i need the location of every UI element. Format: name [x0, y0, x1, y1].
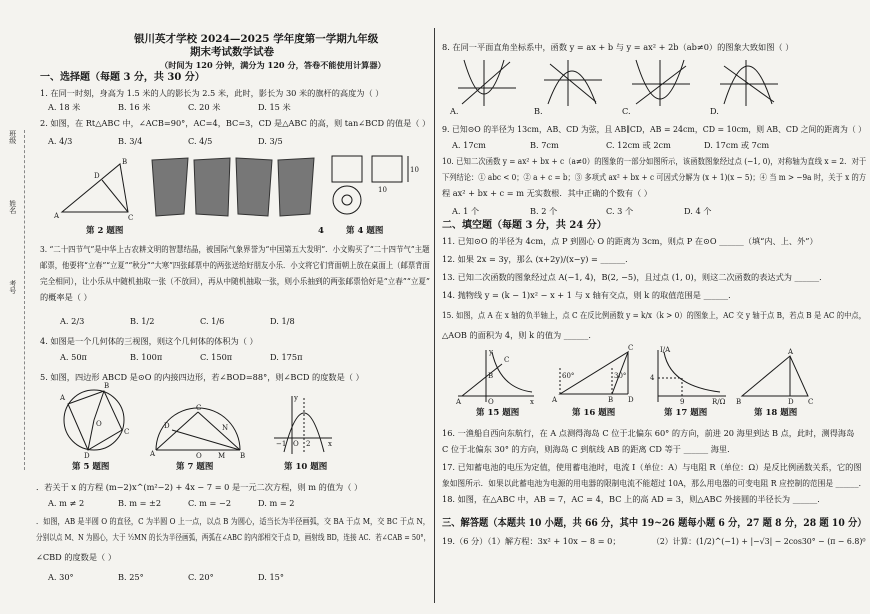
fig5-label-d: D — [84, 452, 90, 460]
q3-line-4: 的概率是（ ） — [40, 292, 92, 302]
section-three-heading: 三、解答题（本题共 10 小题，共 66 分，其中 19~26 题每小题 6 分，27 题 8 分，28 题 10 分） — [442, 518, 867, 529]
q12-stem: 12. 如果 2x = 3y，那么 (x+2y)/(x−y) = ______． — [442, 254, 634, 264]
q16-line-2: C 位于北偏东 30° 的方向，则海岛 C 到航线 AB 的距离 CD 等于 ______ 海里． — [442, 444, 736, 454]
q7-line-3: ∠CBD 的度数是（ ） — [36, 552, 117, 562]
section-two-heading: 二、填空题（每题 3 分，共 24 分） — [442, 220, 607, 231]
fig15-label-x: x — [530, 398, 534, 406]
q8-graph-b — [544, 60, 602, 106]
q8-graph-a — [458, 60, 516, 106]
figure-4-number: 4 — [318, 226, 324, 236]
fig2-label-c: C — [128, 214, 134, 222]
fig15-label-y: y — [489, 348, 493, 356]
q10-line-2: 下列结论：① abc < 0；② a + c = b；③ 多项式 ax² + bx + c 可因式分解为 (x + 1)(x − 5)；④ 当 m > −9a 时，关于 x 的方 — [442, 172, 866, 182]
figure-18-caption: 第 18 题图 — [754, 408, 798, 418]
q9-option-d: D. 17cm 或 7cm — [704, 140, 770, 150]
fig18-label-c: C — [808, 398, 814, 406]
figure-15-hyperbola — [456, 348, 536, 404]
fig16-label-d: D — [628, 396, 634, 404]
fig7-label-a: A — [150, 450, 156, 458]
q9-stem: 9. 已知⊙O 的半径为 13cm，AB、CD 为弦，且 AB∥CD，AB = 24cm，CD = 10cm，则 AB、CD 之间的距离为（ ） — [442, 124, 867, 134]
fig15-label-o: O — [488, 398, 494, 406]
q6-stem: ．若关于 x 的方程 (m−2)x^(m²−2) + 4x − 7 = 0 是一元二次方程，则 m 的值为（ ） — [36, 482, 363, 492]
fig10-label-2: 2 — [306, 440, 311, 448]
fig7-label-o: O — [196, 452, 202, 460]
side-number-label: 考号 — [8, 280, 17, 294]
figure-10-parabola — [272, 394, 334, 456]
side-name-label: 姓名 — [8, 200, 17, 214]
exam-title: 银川英才学校 2024—2025 学年度第一学期九年级 — [134, 33, 379, 45]
figure-4-three-views — [330, 154, 430, 224]
q8-graph-c — [632, 60, 690, 106]
q15-line-1: 15. 如图，点 A 在 x 轴的负半轴上，点 C 在反比例函数 y = k/x（k > 0）的图象上，AC 交 y 轴于点 B，若点 B 是 AC 的中点， — [442, 310, 867, 320]
fig2-label-b: B — [122, 158, 128, 166]
q4-option-c: C. 150π — [200, 352, 233, 362]
q4-option-b: B. 100π — [130, 352, 163, 362]
fig10-label-neg1: −1 — [276, 440, 287, 448]
figure-2-right-triangle — [52, 158, 142, 220]
q4-stem: 4. 如图是一个几何体的三视图，则这个几何体的体积为（ ） — [40, 336, 258, 346]
q6-option-b: B. m = ±2 — [118, 498, 162, 508]
q8-label-b: B. — [534, 106, 543, 116]
q2-option-d: D. 3/5 — [258, 136, 283, 146]
q10-option-c: C. 3 个 — [606, 206, 634, 216]
fig7-label-b: B — [240, 452, 246, 460]
q19-part-1: 19.（6 分）（1）解方程：3x² + 10x − 8 = 0； — [442, 536, 621, 546]
figure-16-caption: 第 16 题图 — [572, 408, 616, 418]
q8-label-d: D. — [710, 106, 719, 116]
figure-4-caption: 第 4 题图 — [346, 226, 384, 236]
fig16-angle-60: 60° — [562, 372, 575, 380]
figure-17-caption: 第 17 题图 — [664, 408, 708, 418]
q18-stem: 18. 如图，在△ABC 中，AB = 7，AC = 4，BC 上的高 AD = 3，则△ABC 外接圆的半径长为 ______． — [442, 494, 826, 504]
figure-18-triangle — [736, 350, 816, 404]
fig17-axis-r: R/Ω — [712, 398, 726, 406]
q4-option-a: A. 50π — [60, 352, 87, 362]
q7-option-c: C. 20° — [188, 572, 214, 582]
q19-part-2: （2）计算：(1/2)^(−1) + |−√3| − 2cos30° − (π − 6.8)⁰ — [652, 536, 866, 546]
fig5-label-a: A — [60, 394, 66, 402]
exam-subtitle: 期末考试数学试卷 — [190, 46, 274, 58]
q8-stem: 8. 在同一平面直角坐标系中，函数 y = ax + b 与 y = ax² + 2b（ab≠0）的图象大致如图（ ） — [442, 42, 794, 52]
q9-option-a: A. 17cm — [452, 140, 486, 150]
fig5-label-c: C — [124, 428, 130, 436]
figure-17-current-resistance — [648, 346, 728, 404]
figure-10-caption: 第 10 题图 — [284, 462, 328, 472]
q10-option-a: A. 1 个 — [452, 206, 480, 216]
exam-note: （时间为 120 分钟，满分为 120 分，答卷不能使用计算器） — [160, 60, 386, 70]
q2-stem: 2. 如图，在 Rt△ABC 中，∠ACB=90°，AC=4，BC=3，CD 是△ABC 的高，则 tan∠BCD 的值是（ ） — [40, 118, 431, 128]
q4-option-d: D. 175π — [270, 352, 303, 362]
fig2-label-a: A — [54, 212, 60, 220]
fig7-label-d: D — [164, 422, 170, 430]
q8-label-c: C. — [622, 106, 631, 116]
stamp-lichun — [152, 158, 188, 216]
q9-option-b: B. 7cm — [530, 140, 559, 150]
fig15-label-b: B — [488, 372, 494, 380]
q3-line-1: 3. “二十四节气”是中华上古农耕文明的智慧结晶，被国际气象界誉为“中国第五大发明”．小文购买了“二十四节气”主题 — [40, 244, 430, 254]
figure-16-ship-bearing — [552, 346, 638, 404]
fig18-label-a: A — [788, 348, 794, 356]
q1-option-d: D. 15 米 — [258, 102, 291, 112]
fig10-label-y: y — [294, 394, 298, 402]
center-fold-line — [434, 28, 435, 603]
fig7-label-m: M — [218, 452, 226, 460]
q6-option-c: C. m = −2 — [188, 498, 232, 508]
fig5-label-o: O — [96, 420, 102, 428]
fig2-label-d: D — [94, 172, 100, 180]
q1-option-c: C. 20 米 — [188, 102, 221, 112]
q3-option-d: D. 1/8 — [270, 316, 295, 326]
fig4-dim-width: 10 — [378, 186, 387, 194]
figure-5-caption: 第 5 题图 — [72, 462, 110, 472]
figure-7-semicircle — [150, 400, 246, 460]
q11-stem: 11. 已知⊙O 的半径为 4cm，点 P 到圆心 O 的距离为 3cm，则点 P 在⊙O ______（填“内、上、外”） — [442, 236, 818, 246]
q17-line-2: 象如图所示．如果以此蓄电池为电源的用电器的限制电流不能超过 10A，那么用电器的可变电阻 R 应控制的范围是 ______． — [442, 478, 867, 488]
stamp-pictures — [150, 158, 318, 220]
binding-strip — [6, 130, 25, 470]
q9-option-c: C. 12cm 或 2cm — [606, 140, 671, 150]
fig18-label-b: B — [736, 398, 742, 406]
figure-5-inscribed-quadrilateral — [60, 382, 130, 460]
q7-option-b: B. 25° — [118, 572, 144, 582]
q8-option-graphs — [456, 58, 786, 108]
stamp-lixia — [194, 158, 230, 216]
q7-option-d: D. 15° — [258, 572, 284, 582]
fig7-label-c: C — [196, 404, 202, 412]
fig5-label-b: B — [104, 382, 110, 390]
q10-line-1: 10. 已知二次函数 y = ax² + bx + c（a≠0）的图象的一部分如图所示，该函数图象经过点 (−1, 0)，对称轴为直线 x = 2．对于 — [442, 156, 867, 166]
figure-7-caption: 第 7 题图 — [176, 462, 214, 472]
fig17-tick-9: 9 — [680, 398, 685, 406]
q15-line-2: △AOB 的面积为 4，则 k 的值为 ______． — [442, 330, 597, 340]
q14-stem: 14. 抛物线 y = (k − 1)x² − x + 1 与 x 轴有交点，则 k 的取值范围是 ______． — [442, 290, 737, 300]
section-one-heading: 一、选择题（每题 3 分，共 30 分） — [40, 72, 205, 83]
fig16-label-c: C — [628, 344, 634, 352]
q1-stem: 1. 在同一时刻，身高为 1.5 米的人的影长为 2.5 米，此时，影长为 30 米的旗杆的高度为（ ） — [40, 88, 384, 98]
q3-option-a: A. 2/3 — [60, 316, 85, 326]
q10-line-3: 程 ax² + bx + c = m 无实数根．其中正确的个数有（ ） — [442, 188, 652, 198]
q7-line-2: 分别以点 M、N 为圆心，大于 ½MN 的长为半径画弧，两弧在∠ABC 的内部相交于点 D，画射线 BD，连接 AC．若∠CAB = 50°， — [36, 532, 431, 542]
fig16-label-b: B — [608, 396, 614, 404]
fig10-label-o: O — [293, 440, 299, 448]
q3-option-c: C. 1/6 — [200, 316, 225, 326]
fig17-axis-i: I/A — [660, 346, 671, 354]
fig18-label-d: D — [788, 398, 794, 406]
fig17-tick-4: 4 — [650, 374, 655, 382]
q1-option-b: B. 16 米 — [118, 102, 151, 112]
figure-15-caption: 第 15 题图 — [476, 408, 520, 418]
side-class-label: 班级 — [8, 130, 17, 144]
q6-option-d: D. m = 2 — [258, 498, 295, 508]
q2-option-b: B. 3/4 — [118, 136, 143, 146]
stamp-qiufen — [236, 158, 272, 216]
q17-line-1: 17. 已知蓄电池的电压为定值，使用蓄电池时，电流 I（单位：A）与电阻 R（单位：Ω）是反比例函数关系，它的图 — [442, 462, 862, 472]
q2-option-c: C. 4/5 — [188, 136, 213, 146]
q16-line-1: 16. 一渔船自西向东航行，在 A 点测得海岛 C 位于北偏东 60° 的方向，前进 20 海里到达 B 点，此时，测得海岛 — [442, 428, 855, 438]
q10-option-b: B. 2 个 — [530, 206, 558, 216]
q2-option-a: A. 4/3 — [48, 136, 73, 146]
q3-option-b: B. 1/2 — [130, 316, 155, 326]
fig15-label-c: C — [504, 356, 510, 364]
q3-line-3: 完全相同），让小乐从中随机抽取一张（不放回），再从中随机抽取一张，则小乐抽到的两张邮票恰好是“立春”“立夏” — [40, 276, 430, 286]
q6-option-a: A. m ≠ 2 — [48, 498, 85, 508]
fig10-label-x: x — [328, 440, 332, 448]
q13-stem: 13. 已知二次函数的图象经过点 A(−1, 4)，B(2, −5)，且过点 (1, 0)，则这二次函数的表达式为 ______． — [442, 272, 828, 282]
q10-option-d: D. 4 个 — [684, 206, 712, 216]
fig7-label-n: N — [222, 424, 229, 432]
q1-option-a: A. 18 米 — [48, 102, 81, 112]
q7-line-1: ．如图，AB 是半圆 O 的直径，C 为半圆 O 上一点，以点 B 为圆心，适当长为半径画弧，交 BA 于点 M，交 BC 于点 N， — [36, 516, 430, 526]
fig16-angle-30: 30° — [614, 372, 627, 380]
q7-option-a: A. 30° — [48, 572, 74, 582]
figure-2-caption: 第 2 题图 — [86, 226, 124, 236]
q8-graph-d — [720, 60, 778, 106]
q8-label-a: A. — [450, 106, 459, 116]
q3-line-2: 邮票，他要将“立春”“立夏”“秋分”“大寒”四张邮票中的两张送给好朋友小乐．小文将它们背面朝上放在桌面上（邮票背面 — [40, 260, 430, 270]
q5-stem: 5. 如图，四边形 ABCD 是⊙O 的内接四边形，若∠BOD=88°，则∠BCD 的度数是（ ） — [40, 372, 364, 382]
fig16-label-a: A — [552, 396, 558, 404]
fig4-dim-height: 10 — [410, 166, 419, 174]
fig15-label-a: A — [456, 398, 462, 406]
stamp-dahan — [278, 158, 314, 216]
